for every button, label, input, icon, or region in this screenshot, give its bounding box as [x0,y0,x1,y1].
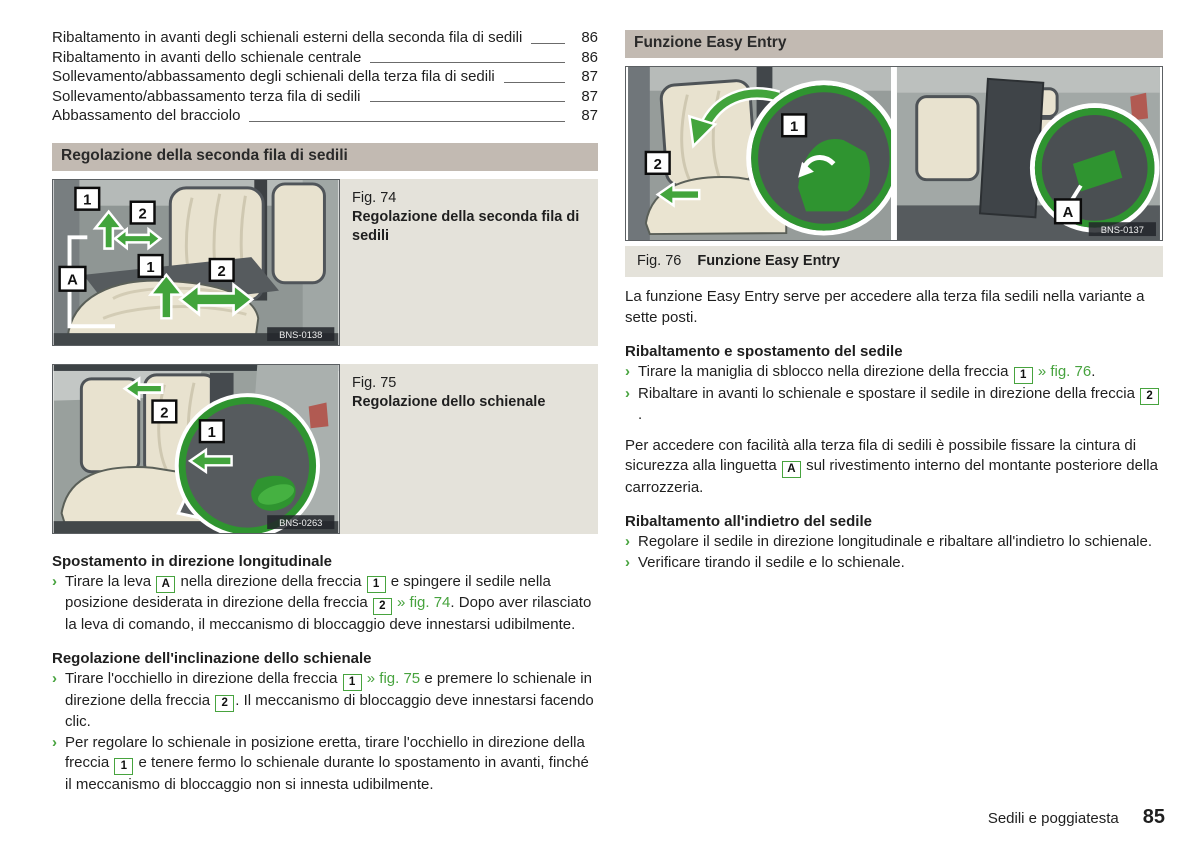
list-item [625,362,1163,384]
toc-leader-line [370,62,565,63]
figure-76-label: Fig. 76 [637,253,682,269]
svg-text:1: 1 [83,192,92,209]
text-run: e premere lo schienale in direzione della freccia [65,670,592,709]
toc-page-number: 87 [581,87,598,105]
bullet-list [625,532,1163,573]
figure-74-code: BNS-0138 [279,329,323,340]
list-item [52,669,598,733]
toc-leader-line [370,101,565,102]
bullet-list [52,572,598,636]
toc-entry[interactable] [52,87,598,107]
toc-entry[interactable] [52,28,598,48]
toc-page-number: 87 [581,68,598,85]
toc-page-number: 86 [581,48,598,66]
table-of-contents [52,28,598,126]
text-run: Ribaltare in avanti lo schienale e spostare il sedile in direzione della freccia [638,384,1140,402]
toc-page-number: 86 [581,29,598,46]
bullet-marker: › [52,572,57,590]
svg-text:2: 2 [160,404,169,421]
footer-chapter-title: Sedili e poggiatesta [987,810,1119,827]
callout-box-1b [139,255,163,277]
figure-76-right-panel [897,67,1160,240]
toc-entry-label: Sollevamento/abbassamento terza fila di sedili [52,87,361,105]
figure-74-title: Regolazione della seconda fila di sedili [352,208,580,244]
figure-75-label: Fig. 75 [352,374,397,391]
text-run: Tirare la leva [65,572,156,590]
toc-leader-line [531,43,565,44]
figure-76-title: Funzione Easy Entry [697,253,840,269]
figure-76-image [625,66,1163,241]
callout-box-1 [75,187,99,209]
callout-ref-box: 2 [373,598,392,615]
bullet-list [52,669,598,795]
section-header-seconda-fila: Regolazione della seconda fila di sedili [52,143,598,171]
toc-entry[interactable] [52,67,598,87]
list-item-text [638,554,905,571]
bullet-marker: › [52,670,57,687]
footer-page-number: 85 [1142,806,1165,828]
toc-page-number: 87 [581,107,598,124]
svg-text:1: 1 [207,424,216,441]
svg-text:1: 1 [790,119,799,136]
bullet-marker: › [625,533,630,550]
list-item [52,572,598,636]
list-item-text [65,670,594,730]
figure-75-block [52,364,598,534]
figure-74-block [52,179,598,346]
list-item-text [638,533,1152,550]
toc-entry-label: Sollevamento/abbassamento degli schienali della terza fila di sedili [52,68,495,85]
heading-spostamento-longitudinale: Spostamento in direzione longitudinale [52,552,333,570]
right-column [625,30,1163,573]
callout-ref-box: 2 [1140,388,1159,405]
toc-entry-label: Abbassamento del bracciolo [52,107,241,124]
figure-74-image [52,179,340,346]
text-run: nella direzione della freccia [176,572,366,590]
figure-link[interactable]: » fig. 76 [1037,363,1092,380]
callout-box-2 [646,152,670,174]
svg-text:2: 2 [138,206,147,223]
heading-regolazione-inclinazione: Regolazione dell'inclinazione dello schienale [52,650,372,667]
callout-ref-box: A [782,461,801,478]
heading-ribaltamento-indietro: Ribaltamento all'indietro del sedile [625,513,872,530]
text-run: sul rivestimento interno del montante posteriore della carrozzeria. [625,457,1158,496]
figure-76-block [625,66,1163,277]
list-item [625,532,1163,553]
text-run: Verificare tirando il sedile e lo schienale. [638,553,905,571]
list-item [625,384,1163,426]
svg-text:1: 1 [146,259,155,276]
figure-76-caption [625,246,1163,277]
text-run: e tenere fermo lo schienale durante lo spostamento in avanti, finché il meccanismo di bloccaggio non si innesta udibilmente. [65,754,589,793]
section-header-easy-entry: Funzione Easy Entry [625,30,1163,58]
toc-entry[interactable] [52,48,598,68]
callout-box-A [1055,199,1081,223]
callout-ref-box: 2 [215,695,234,712]
bullet-marker: › [52,733,57,751]
svg-text:2: 2 [217,263,226,280]
toc-leader-line [504,82,565,83]
text-run: . [1091,363,1096,380]
list-item [52,733,598,796]
toc-leader-line [249,121,565,122]
list-item-text [638,363,1095,380]
bullet-marker: › [625,363,630,380]
callout-box-A [60,266,86,290]
text-run: Tirare l'occhiello in direzione della freccia [65,670,342,687]
text-run: . Dopo aver rilasciato la leva di comando, il meccanismo di bloccaggio deve innestarsi udibilmente. [65,594,592,633]
list-item-text [638,385,1160,424]
svg-text:A: A [67,272,78,289]
figure-link[interactable]: » fig. 74 [397,594,451,611]
callout-ref-box: 1 [114,758,133,775]
text-run: Regolare il sedile in direzione longitudinale e ribaltare all'indietro lo schienale. [638,533,1153,550]
callout-ref-box: 1 [343,674,362,691]
page-footer [988,806,1165,829]
figure-76-left-panel [628,67,899,240]
heading-ribaltamento-spostamento: Ribaltamento e spostamento del sedile [625,343,903,360]
list-item-text [65,734,589,793]
callout-ref-box: 1 [367,576,386,593]
figure-75-title: Regolazione dello schienale [352,393,546,410]
callout-box-2 [131,201,155,223]
svg-text:A: A [1062,205,1074,222]
text-run: Tirare la maniglia di sblocco nella direzione della freccia [638,363,1013,380]
text-run: . [638,406,643,423]
bullet-list [625,362,1163,426]
svg-text:2: 2 [653,156,662,173]
callout-box-2b [210,259,234,281]
callout-ref-box: A [156,576,175,593]
easy-entry-intro: La funzione Easy Entry serve per accedere alla terza fila sedili nella variante a sette posti. [625,288,1145,326]
figure-74-caption [340,179,598,346]
toc-entry-label: Ribaltamento in avanti degli schienali esterni della seconda fila di sedili [52,29,523,46]
figure-75-caption [340,364,598,534]
bullet-marker: › [625,384,630,402]
text-run: Per regolare lo schienale in posizione eretta, tirare l'occhiello in direzione della freccia [65,733,585,771]
list-item [625,553,1163,574]
easy-entry-note [625,436,1163,499]
toc-entry[interactable] [52,106,598,126]
callout-ref-box: 1 [1014,367,1033,384]
callout-box-2 [153,400,177,422]
figure-76-code: BNS-0137 [1100,224,1144,236]
text-run: Per accedere con facilità alla terza fila di sedili è possibile fissare la cintura di sicurezza alla linguetta [625,436,1137,474]
left-column [52,28,598,795]
list-item-text [65,573,591,633]
figure-75-code: BNS-0263 [279,517,323,528]
figure-74-label: Fig. 74 [352,189,397,206]
callout-box-1 [782,114,806,136]
text-run: e spingere il sedile nella posizione desiderata in direzione della freccia [65,572,551,611]
figure-75-image [52,364,340,534]
toc-entry-label: Ribaltamento in avanti dello schienale centrale [52,48,362,66]
text-run: . Il meccanismo di bloccaggio deve innestarsi facendo clic. [65,691,594,730]
bullet-marker: › [625,553,630,571]
callout-box-1 [200,420,224,442]
figure-link[interactable]: » fig. 75 [366,670,421,687]
